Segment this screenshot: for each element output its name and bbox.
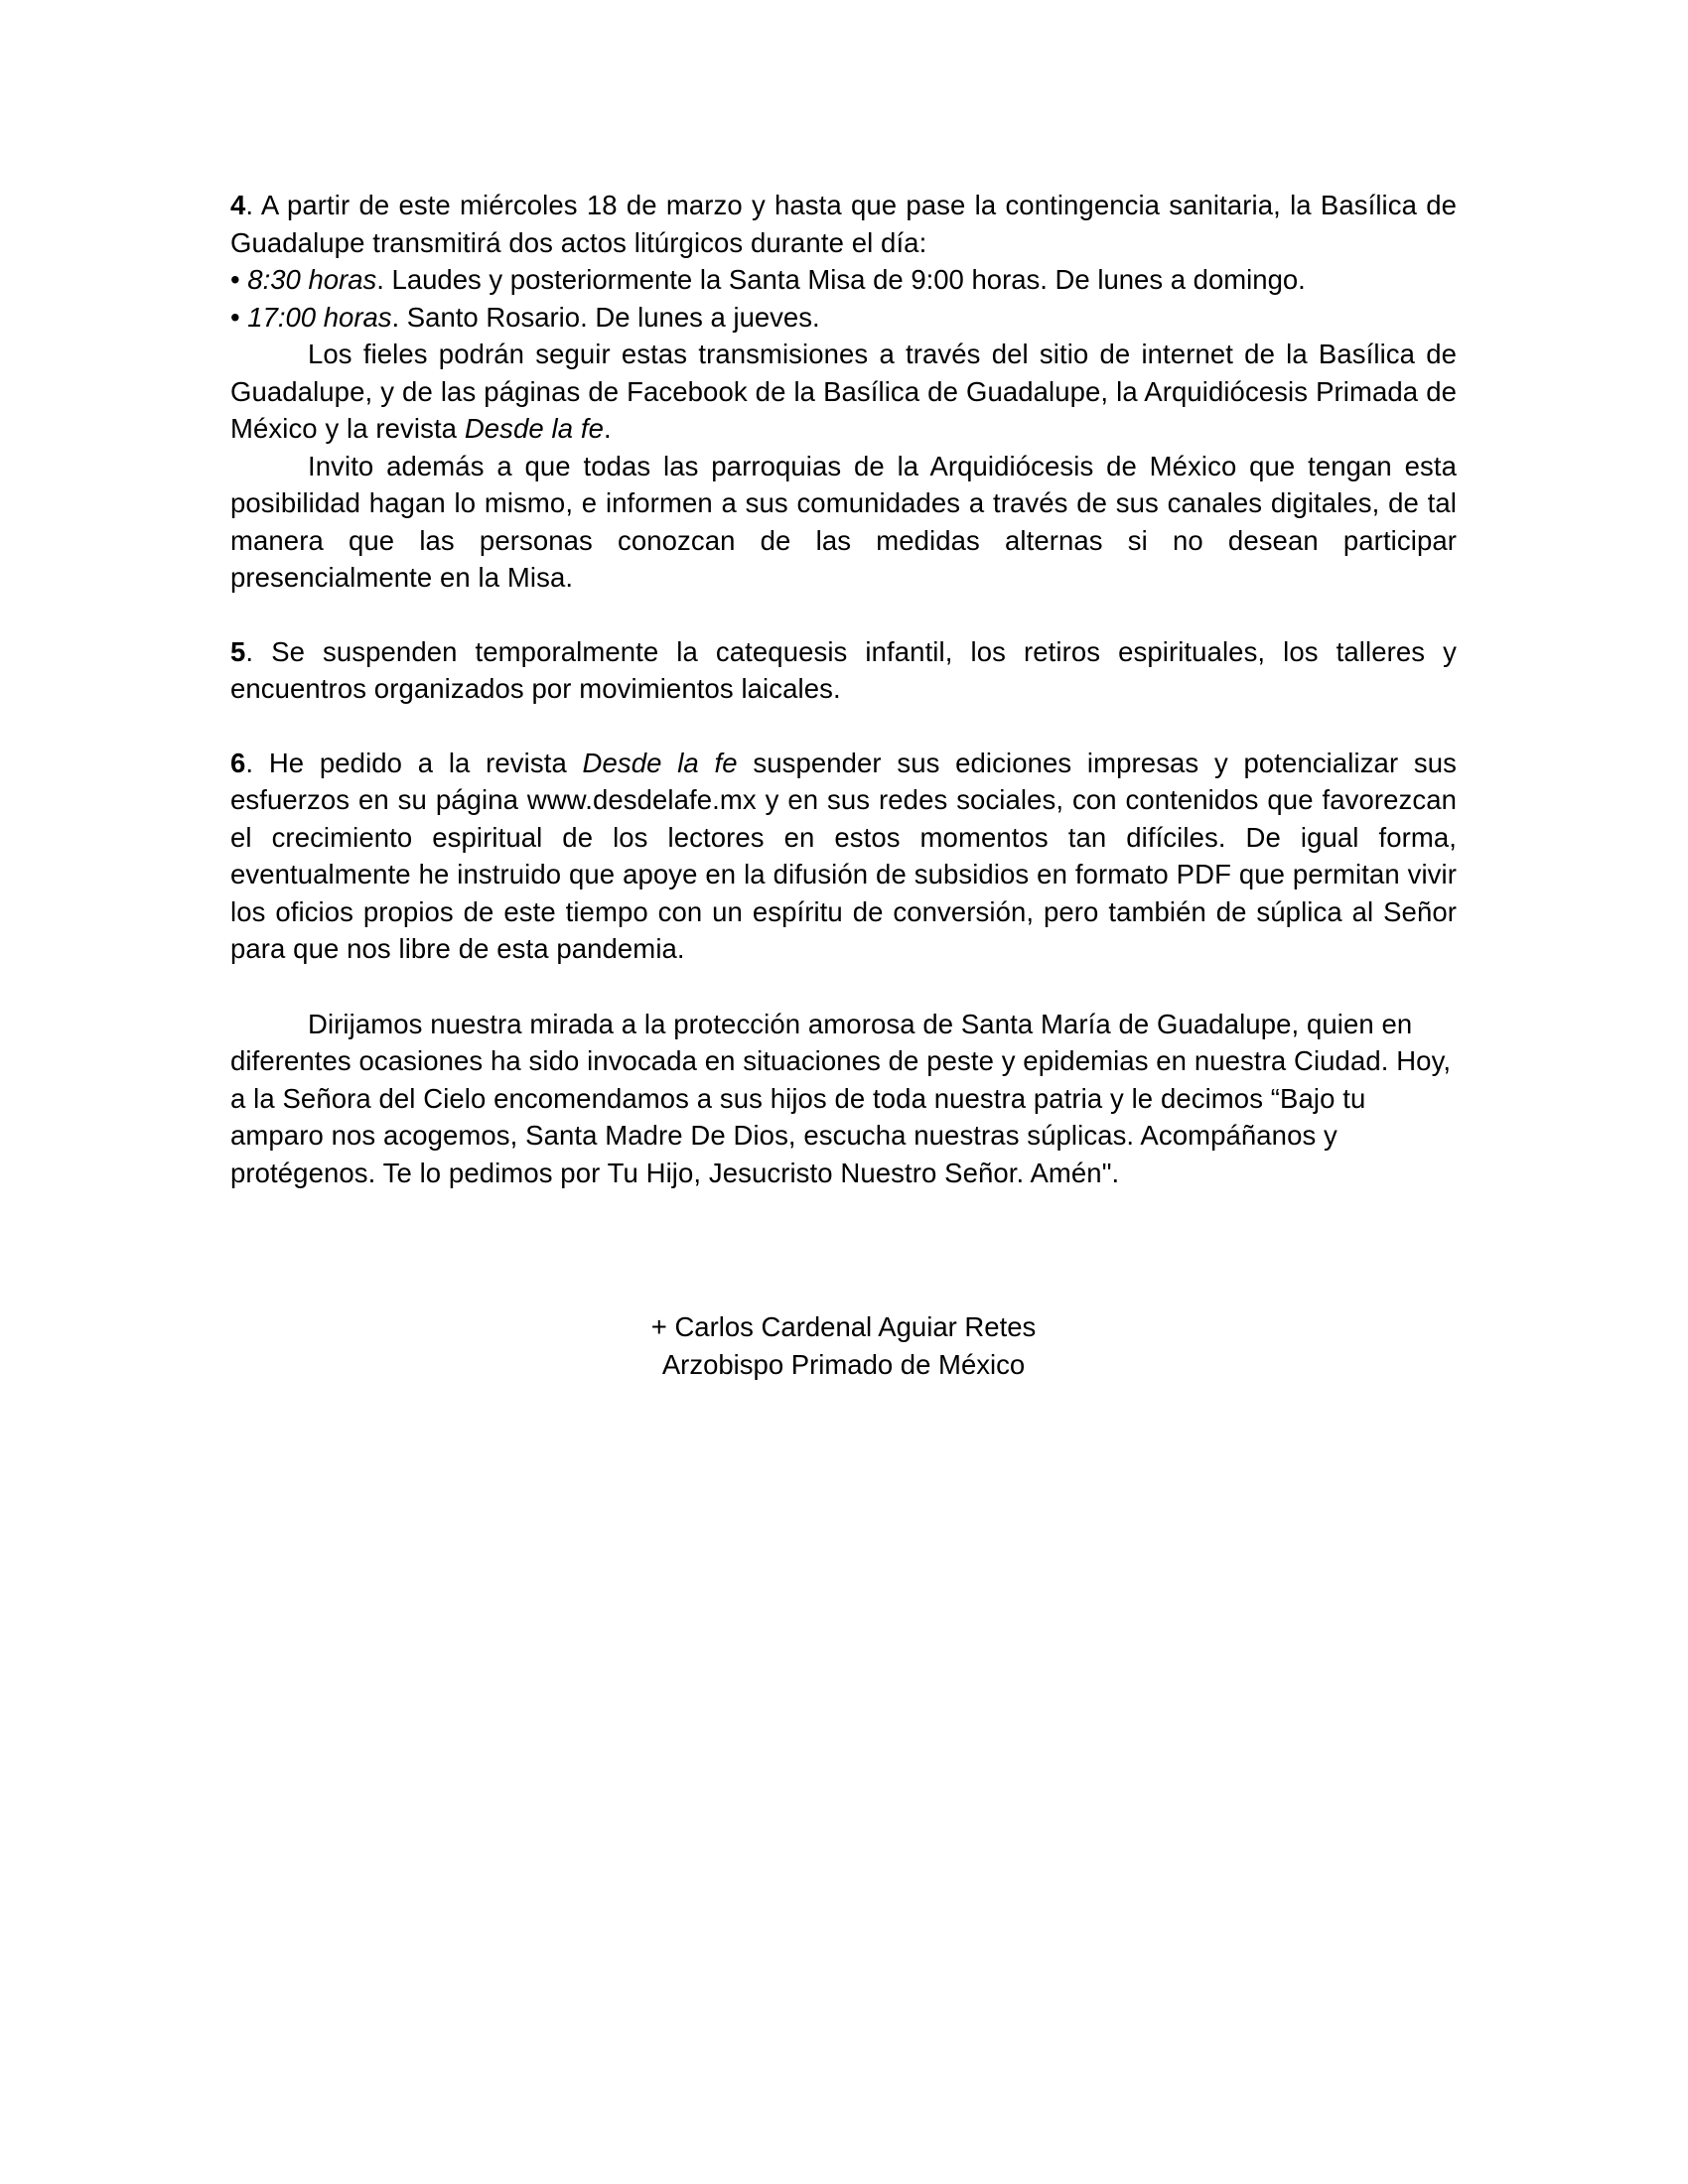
document-body <box>230 187 1457 1191</box>
bullet-item-1 <box>230 299 1457 337</box>
bullet-text: . Santo Rosario. De lunes a jueves. <box>391 301 820 333</box>
signature-title: Arzobispo Primado de México <box>661 1348 1026 1380</box>
paragraph-fieles-part2: . <box>604 413 612 444</box>
bullet-time-emphasis: 17:00 horas <box>247 301 392 333</box>
paragraph-item-6 <box>230 745 1457 968</box>
bullet-time-emphasis: 8:30 horas <box>247 264 377 295</box>
item-6-part2: suspender sus ediciones impresas y potencializar sus esfuerzos en su página www.desdelafe.mx y en sus redes sociales, con contenidos que favorezcan el crecimiento espiritual de los lectores en estos momentos tan difíciles. De igual forma, eventualmente he instruido que apoye en la difusión de subsidios en formato PDF que permitan vivir los oficios propios de este tiempo con un espíritu de conversión, pero también de súplica al Señor para que nos libre de esta pandemia. <box>230 747 1457 964</box>
paragraph-spacer <box>230 968 1457 1006</box>
magazine-name-emphasis: Desde la fe <box>464 413 605 444</box>
signature-name: + Carlos Cardenal Aguiar Retes <box>650 1311 1037 1342</box>
paragraph-dirijamos-text: Dirijamos nuestra mirada a la protección amorosa de Santa María de Guadalupe, quien en diferentes ocasiones ha sido invocada en situaciones de peste y epidemias en nuestra Ciudad. Hoy, a la Señora del Cielo encomendamos a sus hijos de toda nuestra patria y le decimos “Bajo tu amparo nos acogemos, Santa Madre De Dios, escucha nuestras súplicas. Acompáñanos y protégenos. Te lo pedimos por Tu Hijo, Jesucristo Nuestro Señor. Amén". <box>230 1008 1452 1188</box>
paragraph-item-4 <box>230 187 1457 261</box>
item-number-6: 6 <box>230 747 246 778</box>
item-6-part1: He pedido a la revista <box>268 747 583 778</box>
item-number-6-suffix: . <box>245 747 269 778</box>
paragraph-spacer <box>230 597 1457 633</box>
bullet-marker: • <box>230 301 248 333</box>
bullet-text: . Laudes y posteriormente la Santa Misa de 9:00 horas. De lunes a domingo. <box>376 264 1306 295</box>
bullet-marker: • <box>230 264 248 295</box>
paragraph-invito-text: Invito además a que todas las parroquias de la Arquidiócesis de México que tengan esta posibilidad hagan lo mismo, e informen a sus comunidades a través de sus canales digitales, de tal manera que las personas conozcan de las medidas alternas si no desean participar presencialmente en la Misa. <box>230 450 1457 593</box>
item-number-4-suffix: . <box>245 190 261 220</box>
magazine-name-emphasis: Desde la fe <box>582 747 738 778</box>
paragraph-spacer <box>230 708 1457 745</box>
item-number-5: 5 <box>230 635 246 667</box>
paragraph-dirijamos <box>230 1006 1457 1192</box>
paragraph-fieles <box>230 336 1457 448</box>
signature-block <box>230 1308 1457 1383</box>
item-number-5-suffix: . <box>245 635 272 667</box>
paragraph-item-5 <box>230 633 1457 708</box>
bullet-item-0 <box>230 261 1457 299</box>
item-4-text: A partir de este miércoles 18 de marzo y hasta que pase la contingencia sanitaria, la Basílica de Guadalupe transmitirá dos actos litúrgicos durante el día: <box>230 190 1457 258</box>
paragraph-fieles-part1: Los fieles podrán seguir estas transmisiones a través del sitio de internet de la Basílica de Guadalupe, y de las páginas de Facebook de la Basílica de Guadalupe, la Arquidiócesis Primada de México y la revista <box>230 339 1457 444</box>
paragraph-invito <box>230 448 1457 597</box>
item-number-4: 4 <box>230 190 246 220</box>
item-5-text: Se suspenden temporalmente la catequesis infantil, los retiros espirituales, los talleres y encuentros organizados por movimientos laicales. <box>230 635 1458 704</box>
